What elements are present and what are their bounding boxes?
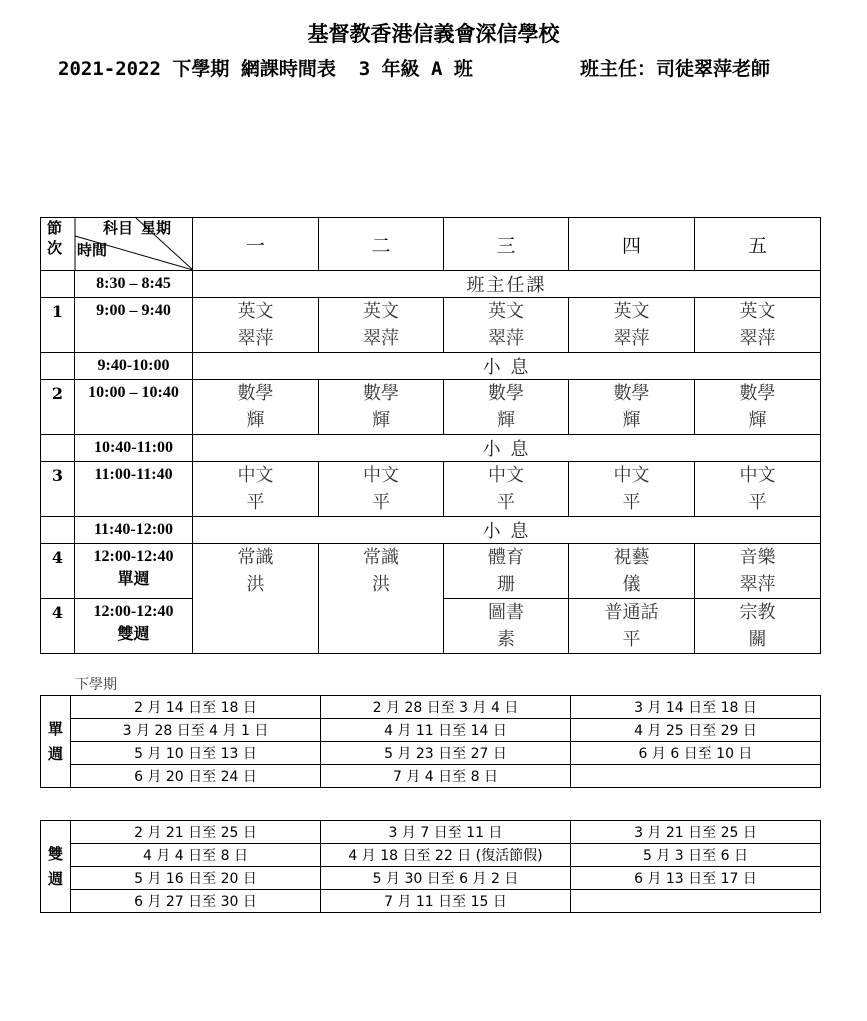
subject-cell: 中文 平 [695, 462, 821, 517]
subject-cell: 中文 平 [193, 462, 319, 517]
period-row-1 [41, 298, 821, 353]
date-row [41, 867, 821, 890]
time-cell: 9:40-10:00 [75, 353, 193, 380]
school-title: 基督教香港信義會深信學校 [307, 21, 560, 46]
break-row-1 [41, 353, 821, 380]
date-row [41, 765, 821, 788]
subject-cell: 英文 翠萍 [695, 298, 821, 353]
subject-cell: 英文 翠萍 [319, 298, 444, 353]
day-header-fri: 五 [695, 218, 821, 271]
subject-cell: 常識 洪 [193, 544, 319, 654]
subject-cell: 英文 翠萍 [444, 298, 569, 353]
day-header-thu: 四 [569, 218, 695, 271]
period-cell [41, 517, 75, 544]
time-cell: 8:30 – 8:45 [75, 271, 193, 298]
corner-period-label: 節 [47, 219, 63, 237]
single-week-label: 單 週 [41, 696, 71, 788]
break-row-3 [41, 517, 821, 544]
subject-cell: 圖書 素 [444, 599, 569, 654]
time-cell: 10:00 – 10:40 [75, 380, 193, 435]
date-cell: 3 月 14 日至 18 日 [571, 696, 821, 719]
subject-cell: 數學 輝 [444, 380, 569, 435]
period-cell [41, 435, 75, 462]
period-number: 3 [41, 462, 75, 517]
corner-weekday-label: 星期 [141, 219, 172, 237]
week-type-label: 雙週 [117, 626, 150, 643]
date-cell: 2 月 14 日至 18 日 [71, 696, 321, 719]
subject-cell: 中文 平 [444, 462, 569, 517]
corner-subject-label: 科目 [103, 219, 134, 237]
date-cell: 4 月 25 日至 29 日 [571, 719, 821, 742]
homeroom-cell: 班主任課 [193, 271, 821, 298]
break-cell: 小 息 [193, 435, 821, 462]
day-header-mon: 一 [193, 218, 319, 271]
subject-cell: 視藝 儀 [569, 544, 695, 599]
period-number: 1 [41, 298, 75, 353]
period-number: 4 [41, 544, 75, 599]
date-cell: 7 月 4 日至 8 日 [321, 765, 571, 788]
period-number: 4 [41, 599, 75, 654]
date-cell: 2 月 21 日至 25 日 [71, 821, 321, 844]
subject-cell: 宗教 關 [695, 599, 821, 654]
period-cell [41, 271, 75, 298]
date-cell: 3 月 7 日至 11 日 [321, 821, 571, 844]
subject-cell: 數學 輝 [695, 380, 821, 435]
homeroom-row [41, 271, 821, 298]
date-cell: 6 月 6 日至 10 日 [571, 742, 821, 765]
date-cell: 4 月 4 日至 8 日 [71, 844, 321, 867]
period-cell [41, 353, 75, 380]
class-teacher: 班主任：司徒翠萍老師 [580, 58, 771, 80]
break-cell: 小 息 [193, 353, 821, 380]
corner-period-label-2: 次 [47, 239, 63, 257]
subject-cell: 英文 翠萍 [193, 298, 319, 353]
day-header-tue: 二 [319, 218, 444, 271]
date-row [41, 719, 821, 742]
subject-cell: 中文 平 [319, 462, 444, 517]
date-row [41, 821, 821, 844]
time-cell: 11:00-11:40 [75, 462, 193, 517]
date-cell: 3 月 21 日至 25 日 [571, 821, 821, 844]
date-cell: 6 月 13 日至 17 日 [571, 867, 821, 890]
double-week-label: 雙 週 [41, 821, 71, 913]
date-cell [571, 890, 821, 913]
date-cell: 5 月 10 日至 13 日 [71, 742, 321, 765]
corner-time-label: 時間 [77, 241, 108, 259]
time-cell: 9:00 – 9:40 [75, 298, 193, 353]
date-cell: 5 月 30 日至 6 月 2 日 [321, 867, 571, 890]
break-row-2 [41, 435, 821, 462]
subject-cell: 普通話 平 [569, 599, 695, 654]
period-row-2 [41, 380, 821, 435]
date-cell: 5 月 16 日至 20 日 [71, 867, 321, 890]
subject-cell: 英文 翠萍 [569, 298, 695, 353]
corner-header-cell [41, 218, 193, 271]
day-header-wed: 三 [444, 218, 569, 271]
date-row [41, 844, 821, 867]
term-label: 下學期 [75, 677, 117, 693]
single-week-dates-table [40, 695, 821, 788]
date-cell: 5 月 3 日至 6 日 [571, 844, 821, 867]
date-row [41, 890, 821, 913]
date-cell: 2 月 28 日至 3 月 4 日 [321, 696, 571, 719]
subject-cell: 數學 輝 [319, 380, 444, 435]
time-cell: 10:40-11:00 [75, 435, 193, 462]
date-cell [571, 765, 821, 788]
subject-cell: 音樂 翠萍 [695, 544, 821, 599]
double-week-dates-table [40, 820, 821, 913]
period-row-4-single [41, 544, 821, 599]
time-cell: 11:40-12:00 [75, 517, 193, 544]
week-type-label: 單週 [117, 571, 150, 588]
subject-cell: 常識 洪 [319, 544, 444, 654]
period-row-3 [41, 462, 821, 517]
date-cell: 4 月 18 日至 22 日 (復活節假) [321, 844, 571, 867]
date-cell: 4 月 11 日至 14 日 [321, 719, 571, 742]
timetable-subtitle: 2021-2022 下學期 網課時間表 3 年級 A 班 [58, 58, 473, 80]
date-row [41, 742, 821, 765]
subject-cell: 中文 平 [569, 462, 695, 517]
header-row [41, 218, 821, 271]
date-cell: 6 月 20 日至 24 日 [71, 765, 321, 788]
date-cell: 3 月 28 日至 4 月 1 日 [71, 719, 321, 742]
period-number: 2 [41, 380, 75, 435]
subject-cell: 數學 輝 [569, 380, 695, 435]
subject-cell: 數學 輝 [193, 380, 319, 435]
date-cell: 7 月 11 日至 15 日 [321, 890, 571, 913]
date-cell: 6 月 27 日至 30 日 [71, 890, 321, 913]
timetable [40, 217, 821, 654]
subject-cell: 體育 珊 [444, 544, 569, 599]
time-cell: 12:00-12:40 單週 [75, 544, 193, 599]
date-cell: 5 月 23 日至 27 日 [321, 742, 571, 765]
date-row [41, 696, 821, 719]
break-cell: 小 息 [193, 517, 821, 544]
time-cell: 12:00-12:40 雙週 [75, 599, 193, 654]
